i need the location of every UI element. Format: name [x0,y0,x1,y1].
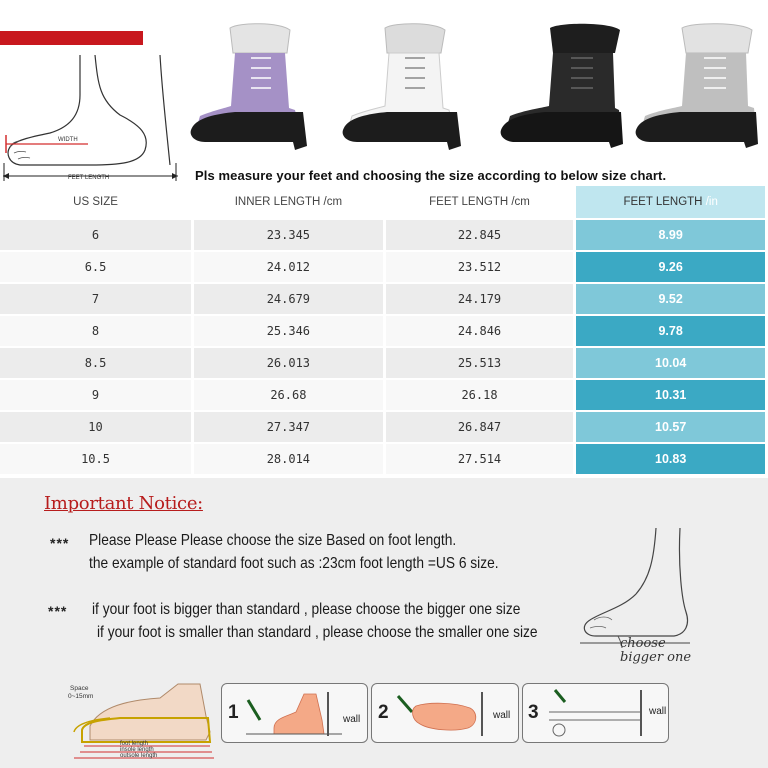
cell-feet-length-in: 10.83 [575,443,767,475]
table-row [0,379,767,411]
foot-sketch-icon [578,528,698,648]
header-feet-length-in-label: FEET LENGTH [623,196,703,208]
insole-measure-diagram [60,676,215,762]
step-3-ruler-icon [545,688,645,738]
cell-us-size: 8 [0,315,193,347]
cell-feet-length-cm: 26.18 [384,379,575,411]
table-row [0,251,767,283]
notice-bullet-1: *** [50,535,70,551]
cell-inner-length: 24.679 [193,283,385,315]
foot-measure-diagram [0,55,180,185]
step-1-foot-icon [244,690,344,738]
cell-feet-length-in: 9.52 [575,283,767,315]
notice-line-4: if your foot is smaller than standard , please choose the smaller one size [97,624,538,641]
step-box-3 [522,683,669,743]
step-number-3: 3 [528,702,539,723]
notice-line-1: Please Please Please choose the size Based on foot length. [89,532,457,549]
table-row [0,315,767,347]
wall-label-3: wall [649,706,667,717]
cell-inner-length: 26.68 [193,379,385,411]
cell-inner-length: 23.345 [193,219,385,251]
cell-inner-length: 25.346 [193,315,385,347]
cell-inner-length: 28.014 [193,443,385,475]
notice-line-3: if your foot is bigger than standard , please choose the bigger one size [92,601,521,618]
step-box-2 [371,683,519,743]
boot-image-purple [185,18,315,158]
cell-us-size: 6.5 [0,251,193,283]
choose-bigger-label [620,637,691,665]
wall-label-1: wall [343,714,361,725]
cell-feet-length-cm: 22.845 [384,219,575,251]
cell-us-size: 6 [0,219,193,251]
foot-length-label: foot length [120,741,149,747]
cell-inner-length: 24.012 [193,251,385,283]
cell-us-size: 10.5 [0,443,193,475]
step-number-2: 2 [378,702,389,723]
notice-bullet-2: *** [48,603,68,619]
boot-image-white [335,18,465,158]
cell-feet-length-in: 10.57 [575,411,767,443]
cell-us-size: 7 [0,283,193,315]
insole-length-label: insole length [120,747,154,753]
cell-inner-length: 26.013 [193,347,385,379]
width-label: WIDTH [58,137,78,143]
feet-length-label: FEET LENGTH [68,175,110,181]
cell-feet-length-cm: 23.512 [384,251,575,283]
choose-label-line-1: choose [620,636,666,651]
header-feet-length-in [575,186,767,219]
header-inner-length: INNER LENGTH /cm [193,186,385,219]
cell-us-size: 9 [0,379,193,411]
table-header-row [0,186,767,219]
cell-feet-length-cm: 24.846 [384,315,575,347]
cell-feet-length-cm: 24.179 [384,283,575,315]
choose-label-line-2: bigger one [620,650,692,665]
size-chart-table [0,186,768,476]
cell-feet-length-cm: 27.514 [384,443,575,475]
step-2-foot-icon [394,690,494,738]
cell-us-size: 10 [0,411,193,443]
table-row [0,347,767,379]
wall-label-2: wall [493,710,511,721]
boot-image-grey [632,18,762,158]
header-feet-length-in-unit: /in [705,196,718,208]
table-row [0,411,767,443]
cell-feet-length-cm: 25.513 [384,347,575,379]
accent-bar [0,31,143,45]
cell-feet-length-in: 10.31 [575,379,767,411]
notice-title: Important Notice: [44,493,203,514]
measure-instruction: Pls measure your feet and choosing the size according to below size chart. [195,168,667,183]
space-range-label: 0~15mm [68,693,94,700]
header-us-size: US SIZE [0,186,193,219]
header-feet-length-cm: FEET LENGTH /cm [384,186,575,219]
cell-inner-length: 27.347 [193,411,385,443]
step-box-1 [221,683,368,743]
outsole-length-label: outsole length [120,753,158,759]
cell-us-size: 8.5 [0,347,193,379]
table-row [0,283,767,315]
cell-feet-length-in: 10.04 [575,347,767,379]
cell-feet-length-in: 9.26 [575,251,767,283]
cell-feet-length-in: 9.78 [575,315,767,347]
step-number-1: 1 [228,702,239,723]
table-row [0,443,767,475]
cell-feet-length-in: 8.99 [575,219,767,251]
notice-line-2: the example of standard foot such as :23cm foot length =US 6 size. [89,555,499,572]
boot-image-black [495,18,625,158]
table-row [0,219,767,251]
space-label: Space [70,685,89,692]
cell-feet-length-cm: 26.847 [384,411,575,443]
